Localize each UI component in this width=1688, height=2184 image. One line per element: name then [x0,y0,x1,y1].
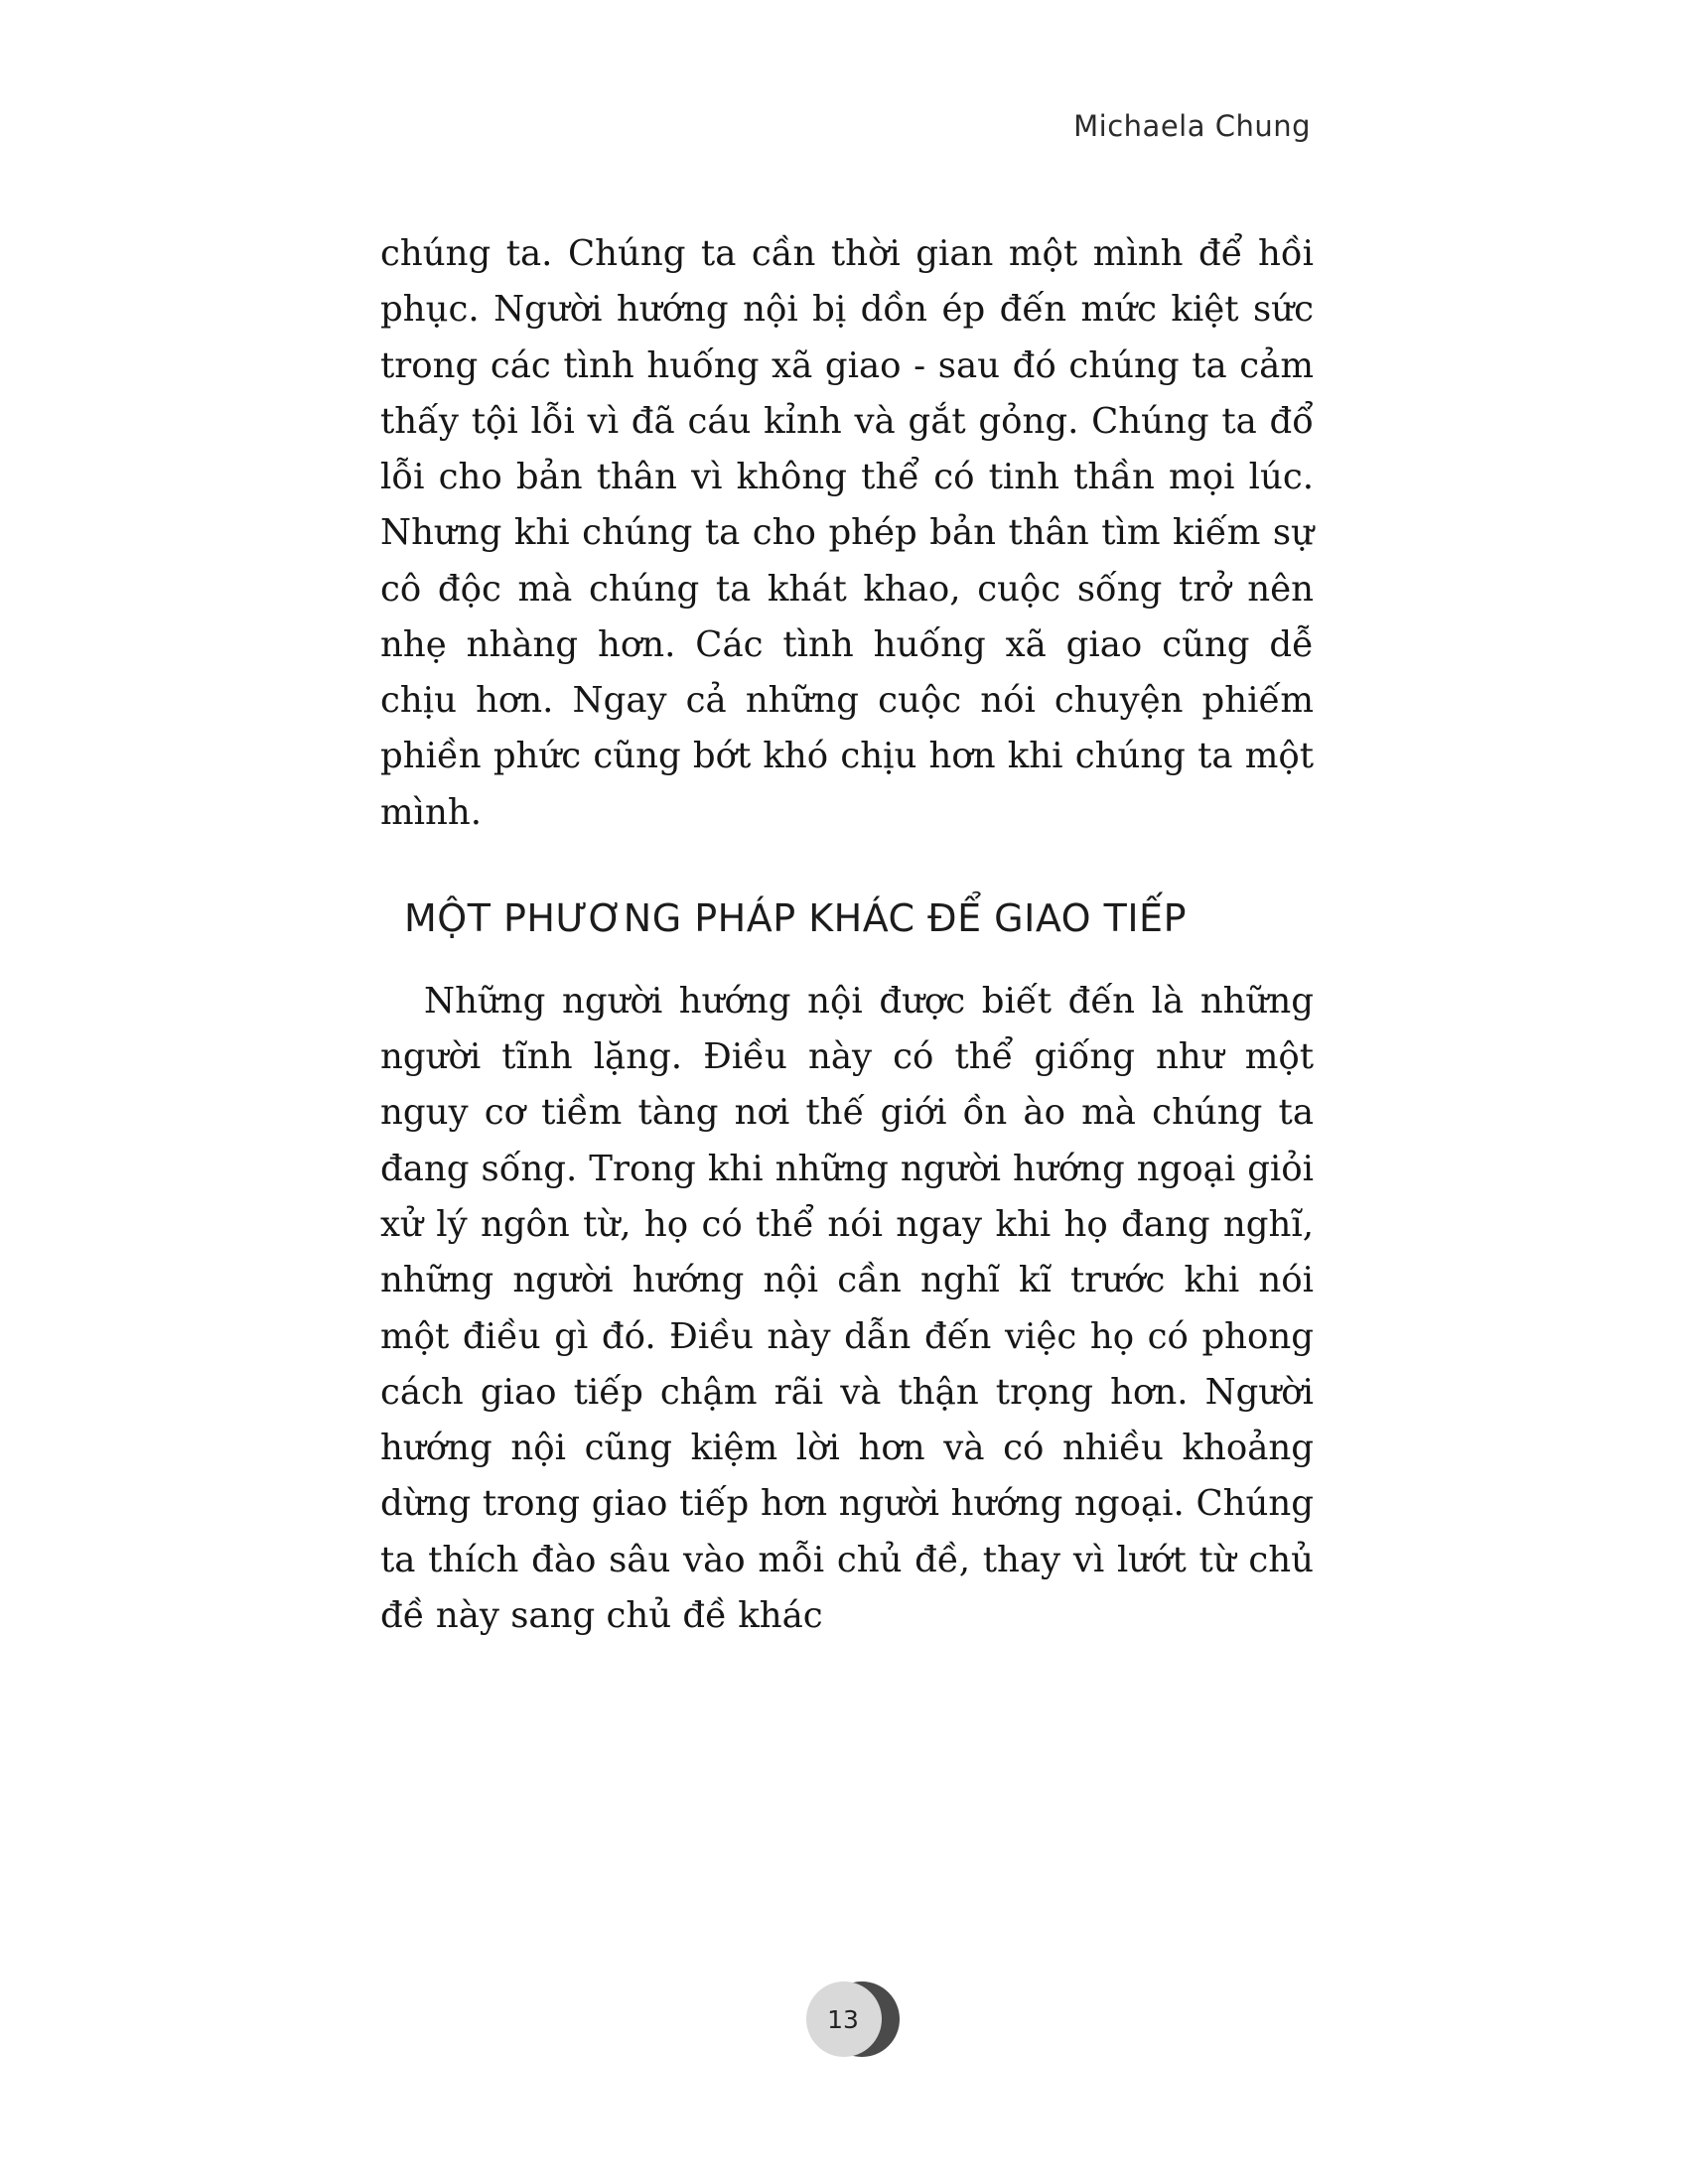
paragraph-continued: chúng ta. Chúng ta cần thời gian một mình để hồi phục. Người hướng nội bị dồn ép đến mức kiệt sức trong các tình huống xã giao - sau đó chúng ta cảm thấy tội lỗi vì đã cáu kỉnh và gắt gỏng. Chúng ta đổ lỗi cho bản thân vì không thể có tinh thần mọi lúc. Nhưng khi chúng ta cho phép bản thân tìm kiếm sự cô độc mà chúng ta khát khao, cuộc sống trở nên nhẹ nhàng hơn. Các tình huống xã giao cũng dễ chịu hơn. Ngay cả những cuộc nói chuyện phiếm phiền phức cũng bớt khó chịu hơn khi chúng ta một mình. [380,233,1314,833]
page-number: 13 [827,2004,859,2034]
running-head-author: Michaela Chung [1073,109,1311,143]
body-text-column [380,226,1314,1644]
paragraph-body: Những người hướng nội được biết đến là những người tĩnh lặng. Điều này có thể giống như một nguy cơ tiềm tàng nơi thế giới ồn ào mà chúng ta đang sống. Trong khi những người hướng ngoại giỏi xử lý ngôn từ, họ có thể nói ngay khi họ đang nghĩ, những người hướng nội cần nghĩ kĩ trước khi nói một điều gì đó. Điều này dẫn đến việc họ có phong cách giao tiếp chậm rãi và thận trọng hơn. Người hướng nội cũng kiệm lời hơn và có nhiều khoảng dừng trong giao tiếp hơn người hướng ngoại. Chúng ta thích đào sâu vào mỗi chủ đề, thay vì lướt từ chủ đề này sang chủ đề khác [380,980,1314,1636]
folio-badge [806,1981,882,2057]
section-heading: MỘT PHƯƠNG PHÁP KHÁC ĐỂ GIAO TIẾP [404,895,1187,940]
page-folio [0,1981,1688,2057]
